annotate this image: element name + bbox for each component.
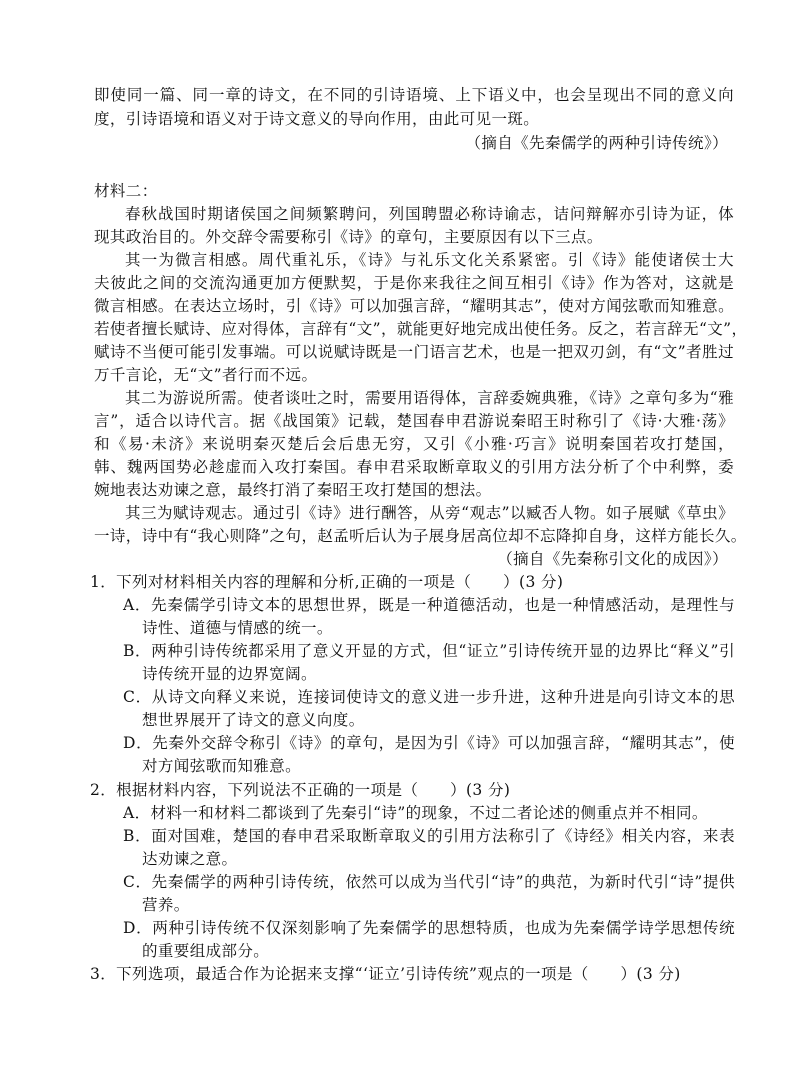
paragraph-line: 夫彼此之间的交流沟通更加方便默契，于是你来我往之间互相引《诗》作为答对，这就是 [94,274,734,292]
option-a: A．先秦儒学引诗文本的思想世界，既是一种道德活动，也是一种情感活动，是理性与 [123,596,735,614]
paragraph-line: 微言相感。在表达立场时，引《诗》可以加强言辞，“耀明其志”，使对方闻弦歌而知雅意。 [94,297,734,315]
option-d-cont: 对方闻弦歌而知雅意。 [142,757,302,775]
paragraph-line: 其二为游说所需。使者谈吐之时，需要用语得体，言辞委婉典雅，《诗》之章句多为“雅 [125,389,734,407]
paragraph-line: 一诗，诗中有“我心则降”之句，赵孟听后认为子展身居高位却不忘降抑自身，这样方能长久。 [94,527,747,545]
question-stem: 3．下列选项，最适合作为论据来支撑“‘证立’引诗传统”观点的一项是（ ）(3 分) [90,965,681,983]
paragraph-line: 赋诗不当便可能引发事端。可以说赋诗既是一门语言艺术，也是一把双刃剑，有“文”者胜过 [94,343,734,361]
paragraph-line: 言”，适合以诗代言。据《战国策》记载，楚国春申君游说秦昭王时称引了《诗·大雅·荡》 [94,412,734,430]
option-b-cont: 诗传统开显的边界宽阔。 [142,665,317,683]
paragraph-line: 婉地表达劝谏之意，最终打消了秦昭王攻打楚国的想法。 [94,481,492,499]
option-a-cont: 诗性、道德与情感的统一。 [142,619,333,637]
question-stem: 1．下列对材料相关内容的理解和分析,正确的一项是（ ）(3 分) [90,573,564,591]
paragraph-line: 若使者擅长赋诗、应对得体，言辞有“文”，就能更好地完成出使任务。反之，若言辞无“文”， [94,320,748,338]
option-c-cont: 想世界展开了诗文的意义向度。 [142,711,365,729]
paragraph-line: 万千言论，无“文”者行而不远。 [94,366,318,384]
question-stem: 2．根据材料内容，下列说法不正确的一项是（ ）(3 分) [90,781,511,799]
option-b-cont: 达劝谏之意。 [142,850,238,868]
option-d-cont: 的重要组成部分。 [142,942,270,960]
option-d: D．两种引诗传统不仅深刻影响了先秦儒学的思想特质，也成为先秦儒学诗学思想传统 [123,919,735,937]
option-b: B．面对国难，楚国的春申君采取断章取义的引用方法称引了《诗经》相关内容，来表 [123,827,735,845]
option-c: C．先秦儒学的两种引诗传统，依然可以成为当代引“诗”的典范，为新时代引“诗”提供 [123,873,735,891]
option-c: C．从诗文向释义来说，连接词使诗文的意义进一步升进，这种升进是向引诗文本的思 [123,688,735,706]
paragraph-line: 其一为微言相感。周代重礼乐，《诗》与礼乐文化关系紧密。引《诗》能使诸侯士大 [125,251,734,269]
option-b: B．两种引诗传统都采用了意义开显的方式，但“证立”引诗传统开显的边界比“释义”引 [123,642,735,660]
paragraph-line: 韩、魏两国势必趁虚而入攻打秦国。春申君采取断章取义的引用方法分析了个中利弊，委 [94,458,734,476]
source-citation: （摘自《先秦称引文化的成因》） [497,550,728,568]
option-c-cont: 营养。 [142,896,190,914]
paragraph-line: 其三为赋诗观志。通过引《诗》进行酬答，从旁“观志”以臧否人物。如子展赋《草虫》 [125,504,734,522]
paragraph-line: 度，引诗语境和语义对于诗文意义的导向作用，由此可见一斑。 [94,110,540,128]
option-a: A．材料一和材料二都谈到了先秦引“诗”的现象，不过二者论述的侧重点并不相同。 [123,804,708,822]
paragraph-line: 即使同一篇、同一章的诗文，在不同的引诗语境、上下语义中，也会呈现出不同的意义向 [94,86,734,104]
paragraph-line: 现其政治目的。外交辞令需要称引《诗》的章句，主要原因有以下三点。 [94,228,603,246]
option-d: D．先秦外交辞令称引《诗》的章句，是因为引《诗》可以加强言辞，“耀明其志”，使 [123,734,735,752]
section-title: 材料二： [94,182,158,200]
paragraph-line: 春秋战国时期诸侯国之间频繁聘问，列国聘盟必称诗谕志，诘问辩解亦引诗为证，体 [125,205,734,223]
paragraph-line: 和《易·未济》来说明秦灭楚后会后患无穷，又引《小雅·巧言》说明秦国若攻打楚国， [94,435,734,453]
source-citation: （摘自《先秦儒学的两种引诗传统》） [465,134,728,152]
